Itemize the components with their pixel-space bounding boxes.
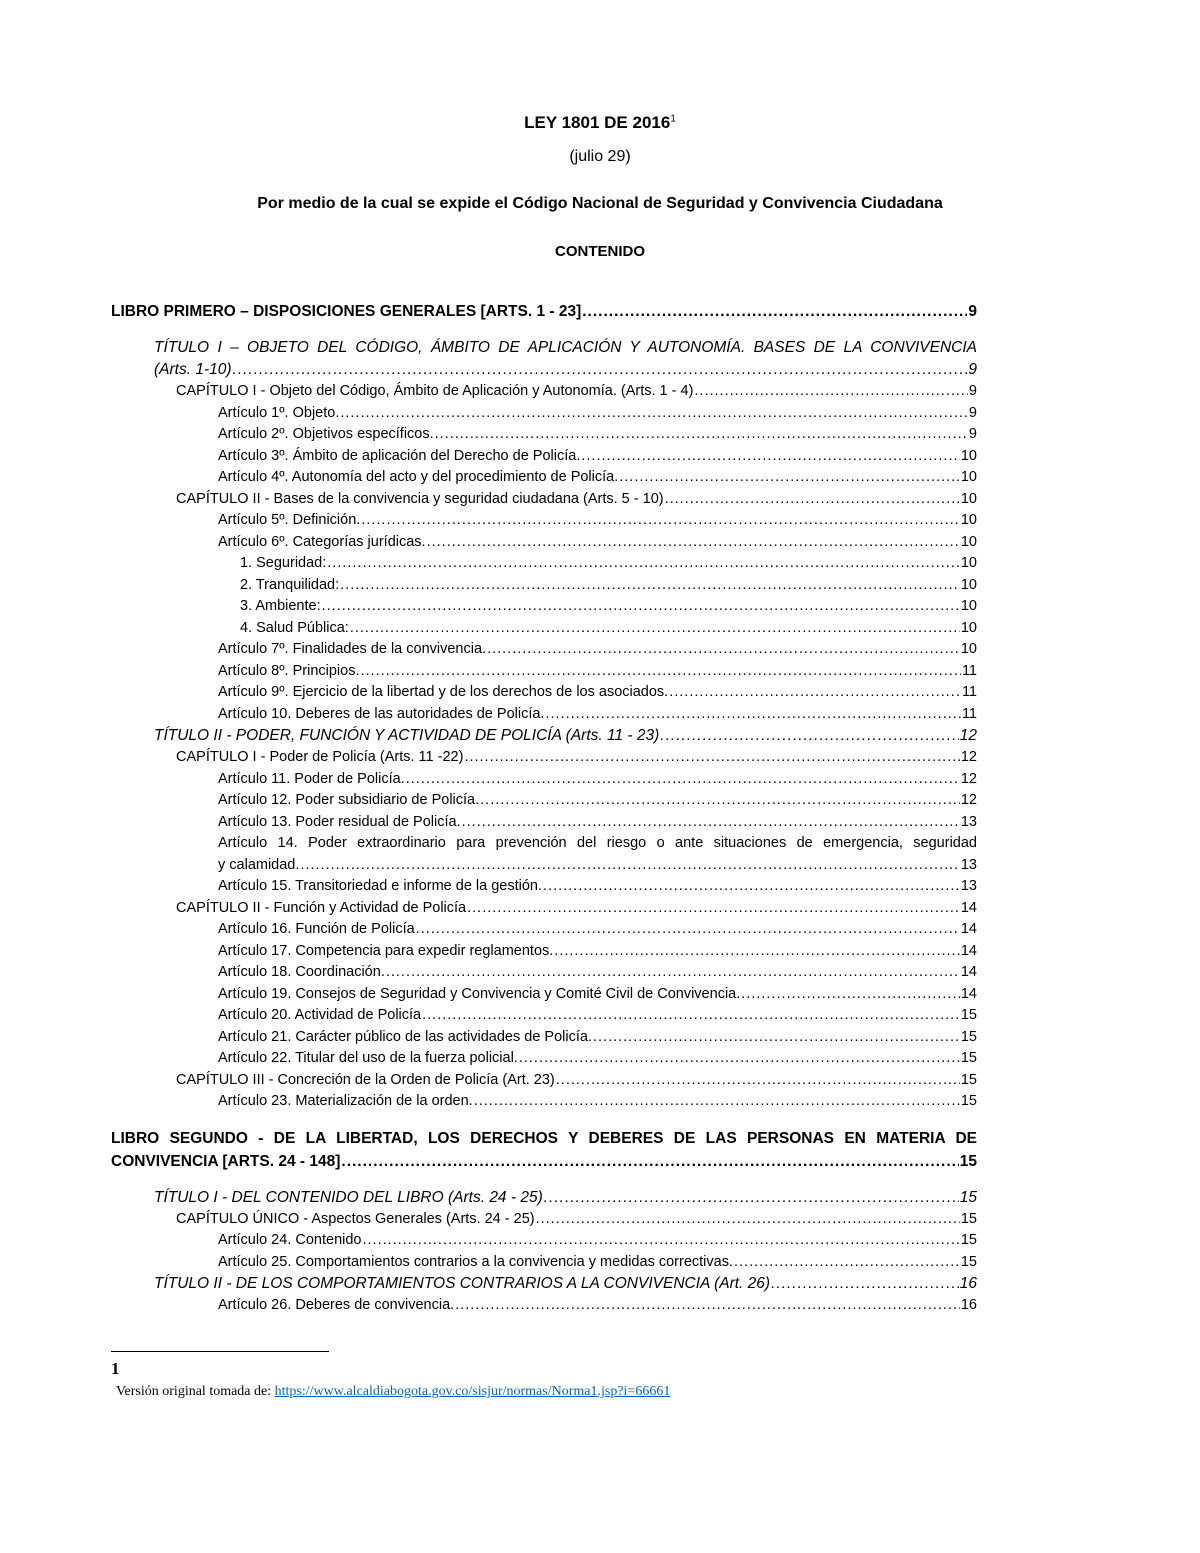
page-number: 13 xyxy=(960,856,977,873)
page-number: 10 xyxy=(960,490,977,507)
page-number: 15 xyxy=(960,1071,977,1088)
toc-articulo-16[interactable]: Artículo 16. Función de Policía ..... 14 xyxy=(111,919,977,941)
table-of-contents xyxy=(111,300,977,1317)
toc-articulo-21[interactable]: Artículo 21. Carácter público de las actividades de Policía. ..... 15 xyxy=(111,1027,977,1049)
page-number: 9 xyxy=(968,303,977,320)
toc-articulo-14[interactable]: Artículo 14. Poder extraordinario para prevención del riesgo o ante situaciones de emergencia, seguridad y calamidad. ..... 13 xyxy=(111,833,977,876)
page-number: 10 xyxy=(960,619,977,636)
page-number: 9 xyxy=(968,361,977,378)
toc-numeral-4[interactable]: 4. Salud Pública: ..... 10 xyxy=(111,618,977,640)
toc-capitulo-6[interactable]: CAPÍTULO ÚNICO - Aspectos Generales (Arts. 24 - 25) ..... 15 xyxy=(111,1209,977,1231)
page-number: 15 xyxy=(960,1232,977,1248)
page-number: 11 xyxy=(961,684,977,700)
page-number: 15 xyxy=(960,1050,977,1066)
page-number: 16 xyxy=(959,1275,977,1292)
page-number: 14 xyxy=(960,921,977,937)
page-number: 14 xyxy=(960,985,977,1002)
footnote-source-link[interactable]: https://www.alcaldiabogota.gov.co/sisjur/normas/Norma1.jsp?i=66661 xyxy=(274,1384,671,1399)
page-number: 10 xyxy=(960,555,977,571)
toc-articulo-19[interactable]: Artículo 19. Consejos de Seguridad y Convivencia y Comité Civil de Convivencia. ..... 14 xyxy=(111,984,977,1006)
page-number: 10 xyxy=(960,641,977,657)
toc-articulo-11[interactable]: Artículo 11. Poder de Policía. ..... 12 xyxy=(111,769,977,791)
toc-articulo-23[interactable]: Artículo 23. Materialización de la orden. ..... 15 xyxy=(111,1091,977,1113)
toc-libro-segundo[interactable]: LIBRO SEGUNDO - DE LA LIBERTAD, LOS DERECHOS Y DEBERES DE LAS PERSONAS EN MATERIA DE CONVIVENCIA [ARTS. 24 - 148] ..... 15 xyxy=(111,1127,977,1173)
contents-heading: CONTENIDO xyxy=(555,243,645,260)
toc-capitulo-1[interactable]: CAPÍTULO I - Objeto del Código, Ámbito de Aplicación y Autonomía. (Arts. 1 - 4) ..... 9 xyxy=(111,381,977,403)
page-number: 15 xyxy=(960,1093,977,1109)
toc-titulo-1[interactable]: TÍTULO I – OBJETO DEL CÓDIGO, ÁMBITO DE APLICACIÓN Y AUTONOMÍA. BASES DE LA CONVIVENCIA (Arts. 1-10) ..... 9 xyxy=(111,337,977,381)
page-number: 9 xyxy=(968,426,977,442)
page-number: 13 xyxy=(960,813,977,830)
page-number: 14 xyxy=(960,964,977,980)
toc-capitulo-4[interactable]: CAPÍTULO II - Función y Actividad de Policía ..... 14 xyxy=(111,898,977,920)
toc-articulo-15[interactable]: Artículo 15. Transitoriedad e informe de la gestión. ..... 13 xyxy=(111,876,977,898)
toc-articulo-24[interactable]: Artículo 24. Contenido ..... 15 xyxy=(111,1230,977,1252)
page-number: 12 xyxy=(960,770,977,787)
page-number: 9 xyxy=(968,404,977,421)
page-number: 10 xyxy=(960,512,977,528)
page-number: 15 xyxy=(960,1028,977,1045)
toc-titulo-3[interactable]: TÍTULO I - DEL CONTENIDO DEL LIBRO (Arts. 24 - 25) ..... 15 xyxy=(111,1187,977,1209)
toc-articulo-13[interactable]: Artículo 13. Poder residual de Policía. ..... 13 xyxy=(111,812,977,834)
page-number: 15 xyxy=(960,1253,977,1270)
page-number: 10 xyxy=(960,576,977,593)
page-number: 16 xyxy=(960,1297,977,1313)
toc-articulo-17[interactable]: Artículo 17. Competencia para expedir reglamentos. ..... 14 xyxy=(111,941,977,963)
toc-articulo-4[interactable]: Artículo 4º. Autonomía del acto y del procedimiento de Policía. ..... 10 xyxy=(111,467,977,489)
page-number: 10 xyxy=(960,598,977,614)
toc-articulo-7[interactable]: Artículo 7º. Finalidades de la convivencia. ..... 10 xyxy=(111,639,977,661)
page-number: 11 xyxy=(961,662,977,679)
page-number: 10 xyxy=(960,469,977,485)
toc-capitulo-2[interactable]: CAPÍTULO II - Bases de la convivencia y seguridad ciudadana (Arts. 5 - 10) ..... 10 xyxy=(111,489,977,511)
document-subtitle: Por medio de la cual se expide el Código Nacional de Seguridad y Convivencia Ciudadana xyxy=(257,195,943,212)
toc-capitulo-3[interactable]: CAPÍTULO I - Poder de Policía (Arts. 11 -22) ..... 12 xyxy=(111,747,977,769)
footnote-number: 1 xyxy=(111,1359,120,1378)
page-number: 9 xyxy=(968,383,977,399)
toc-capitulo-5[interactable]: CAPÍTULO III - Concreción de la Orden de Policía (Art. 23) ..... 15 xyxy=(111,1070,977,1092)
toc-articulo-22[interactable]: Artículo 22. Titular del uso de la fuerza policial. ..... 15 xyxy=(111,1048,977,1070)
toc-articulo-25[interactable]: Artículo 25. Comportamientos contrarios a la convivencia y medidas correctivas. ..... 15 xyxy=(111,1252,977,1274)
toc-articulo-5[interactable]: Artículo 5º. Definición. ..... 10 xyxy=(111,510,977,532)
page-number: 12 xyxy=(960,749,977,765)
toc-titulo-2[interactable]: TÍTULO II - PODER, FUNCIÓN Y ACTIVIDAD DE POLICÍA (Arts. 11 - 23) ..... 12 xyxy=(111,725,977,747)
toc-articulo-12[interactable]: Artículo 12. Poder subsidiario de Policía. ..... 12 xyxy=(111,790,977,812)
page-number: 15 xyxy=(960,1007,977,1023)
toc-libro-primero[interactable]: LIBRO PRIMERO – DISPOSICIONES GENERALES [ARTS. 1 - 23] ..... 9 xyxy=(111,300,977,323)
toc-articulo-18[interactable]: Artículo 18. Coordinación. ..... 14 xyxy=(111,962,977,984)
footnote-label: Versión original tomada de: xyxy=(116,1384,272,1399)
page-number: 13 xyxy=(960,878,977,894)
page-number: 15 xyxy=(960,1210,977,1227)
toc-numeral-1[interactable]: 1. Seguridad: ..... 10 xyxy=(111,553,977,575)
page-number: 12 xyxy=(959,727,977,744)
toc-articulo-3[interactable]: Artículo 3º. Ámbito de aplicación del Derecho de Policía. ..... 10 xyxy=(111,446,977,468)
document-title: LEY 1801 DE 2016$^1$ xyxy=(524,113,676,132)
toc-articulo-2[interactable]: Artículo 2º. Objetivos específicos. ..... 9 xyxy=(111,424,977,446)
page-number: 15 xyxy=(959,1152,977,1170)
toc-titulo-4[interactable]: TÍTULO II - DE LOS COMPORTAMIENTOS CONTRARIOS A LA CONVIVENCIA (Art. 26) ..... 16 xyxy=(111,1273,977,1295)
toc-articulo-26[interactable]: Artículo 26. Deberes de convivencia. ..... 16 xyxy=(111,1295,977,1317)
page-number: 12 xyxy=(960,792,977,808)
toc-articulo-1[interactable]: Artículo 1º. Objeto. ..... 9 xyxy=(111,403,977,425)
document-date: (julio 29) xyxy=(569,148,631,165)
toc-numeral-2[interactable]: 2. Tranquilidad: ..... 10 xyxy=(111,575,977,597)
page-number: 14 xyxy=(960,899,977,916)
footnote-separator xyxy=(111,1351,329,1352)
toc-numeral-3[interactable]: 3. Ambiente: ..... 10 xyxy=(111,596,977,618)
page-number: 14 xyxy=(960,942,977,959)
page-number: 15 xyxy=(959,1188,977,1206)
page-number: 10 xyxy=(960,447,977,464)
page-number: 10 xyxy=(960,533,977,550)
footnote-reference[interactable]: 1 xyxy=(670,113,676,125)
footnote-text xyxy=(116,1384,670,1400)
toc-articulo-9[interactable]: Artículo 9º. Ejercicio de la libertad y de los derechos de los asociados. ..... 11 xyxy=(111,682,977,704)
toc-articulo-6[interactable]: Artículo 6º. Categorías jurídicas. ..... 10 xyxy=(111,532,977,554)
toc-articulo-20[interactable]: Artículo 20. Actividad de Policía ..... 15 xyxy=(111,1005,977,1027)
toc-articulo-10[interactable]: Artículo 10. Deberes de las autoridades de Policía. ..... 11 xyxy=(111,704,977,726)
page-number: 11 xyxy=(961,705,977,722)
toc-articulo-8[interactable]: Artículo 8º. Principios. ..... 11 xyxy=(111,661,977,683)
